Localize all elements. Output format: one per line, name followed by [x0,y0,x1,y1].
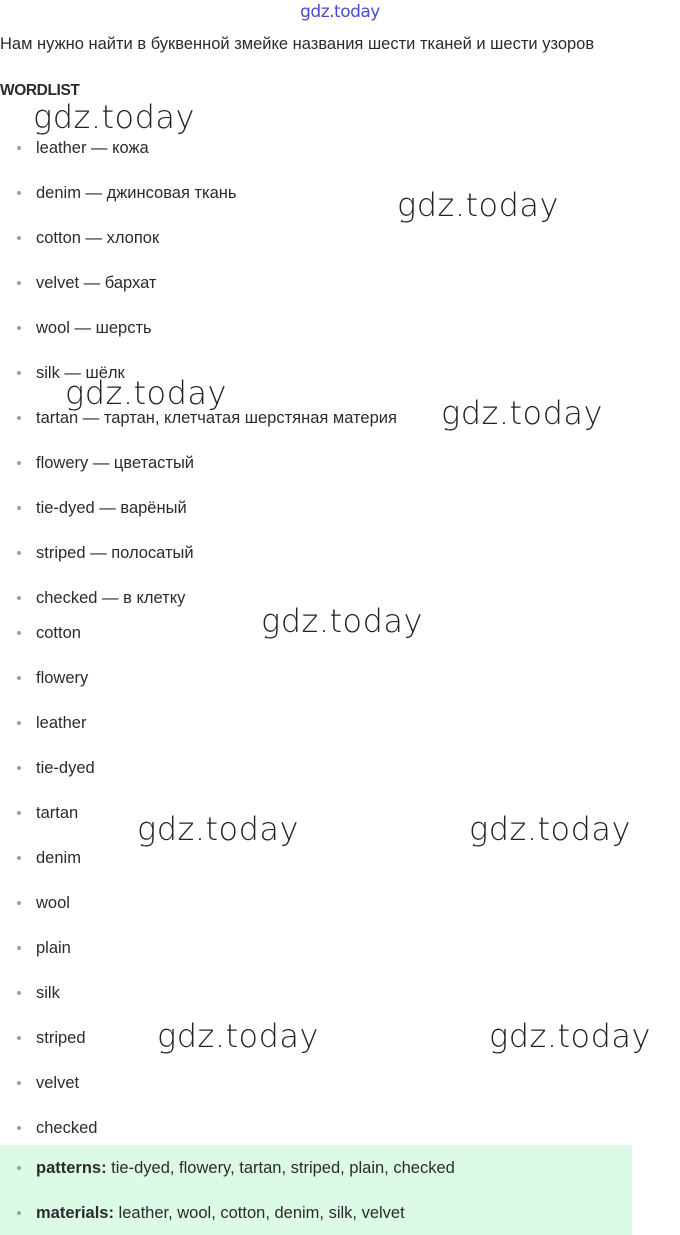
list-item [0,125,680,170]
list-item [0,700,680,745]
bullet-icon [17,191,21,195]
list-item-text: cotton [36,624,81,642]
patterns-label: patterns: [36,1159,107,1177]
bullet-icon [17,676,21,680]
site-logo[interactable]: gdz.today [300,2,380,22]
bullet-icon [17,946,21,950]
bullet-icon [17,1211,21,1215]
patterns-value: tie-dyed, flowery, tartan, striped, plain, checked [106,1159,455,1177]
list-item-text: striped — полосатый [36,544,194,562]
watermark: gdz.today [441,394,603,432]
found-words-list [0,610,680,1150]
list-item [0,350,680,395]
bullet-icon [17,991,21,995]
list-item-text: velvet [36,1074,80,1092]
bullet-icon [17,811,21,815]
intro-text: Нам нужно найти в буквенной змейке названия шести тканей и шести узоров [0,35,595,53]
bullet-icon [17,596,21,600]
wordlist [0,125,680,620]
bullet-icon [17,461,21,465]
bullet-icon [17,631,21,635]
list-item [0,925,680,970]
list-item-text: flowery — цветастый [36,454,195,472]
list-item [0,395,680,440]
bullet-icon [17,326,21,330]
list-item [0,1015,680,1060]
list-item-text: silk [36,984,60,1002]
materials-value: leather, wool, cotton, denim, silk, velvet [113,1204,405,1222]
list-item-text: flowery [36,669,89,687]
list-item-text: striped [36,1029,86,1047]
bullet-icon [17,506,21,510]
watermark: gdz.today [261,602,423,640]
bullet-icon [17,721,21,725]
list-item-text: cotton — хлопок [36,229,160,247]
list-item [0,790,680,835]
list-item [0,655,680,700]
materials-label: materials: [36,1204,114,1222]
list-item [0,215,680,260]
list-item [0,1105,680,1150]
list-item-text: silk — шёлк [36,364,125,382]
bullet-icon [17,236,21,240]
bullet-icon [17,416,21,420]
list-item-text: tartan — тартан, клетчатая шерстяная материя [36,409,397,427]
list-item-text: wool — шерсть [36,319,152,337]
list-item [0,260,680,305]
watermark: gdz.today [65,374,227,412]
bullet-icon [17,1166,21,1170]
list-item-text: plain [36,939,71,957]
bullet-icon [17,1036,21,1040]
list-item [0,835,680,880]
bullet-icon [17,371,21,375]
list-item-text: denim [36,849,81,867]
bullet-icon [17,281,21,285]
list-item-text: leather [36,714,87,732]
bullet-icon [17,551,21,555]
watermark: gdz.today [469,810,631,848]
list-item [0,530,680,575]
list-item-text: tie-dyed — варёный [36,499,187,517]
bullet-icon [17,1126,21,1130]
watermark: gdz.today [137,810,299,848]
list-item [0,880,680,925]
list-item [0,745,680,790]
list-item [0,970,680,1015]
watermark: gdz.today [489,1017,651,1055]
bullet-icon [17,901,21,905]
list-item-text: checked [36,1119,98,1137]
watermark: gdz.today [397,186,559,224]
bullet-icon [17,856,21,860]
summary-materials [0,1190,632,1235]
list-item-text: wool [36,894,70,912]
list-item [0,305,680,350]
list-item [0,1060,680,1105]
list-item [0,170,680,215]
list-item [0,440,680,485]
list-item-text: denim — джинсовая ткань [36,184,237,202]
watermark: gdz.today [157,1017,319,1055]
list-item-text: tartan [36,804,79,822]
list-item [0,610,680,655]
list-item-text: checked — в клетку [36,589,186,607]
list-item [0,485,680,530]
summary-patterns [0,1145,632,1190]
list-item-text: leather — кожа [36,139,149,157]
list-item-text: velvet — бархат [36,274,157,292]
bullet-icon [17,146,21,150]
wordlist-heading: WORDLIST [0,82,80,99]
watermark: gdz.today [33,98,195,136]
list-item-text: tie-dyed [36,759,95,777]
bullet-icon [17,1081,21,1085]
summary-list [0,1145,632,1235]
bullet-icon [17,766,21,770]
